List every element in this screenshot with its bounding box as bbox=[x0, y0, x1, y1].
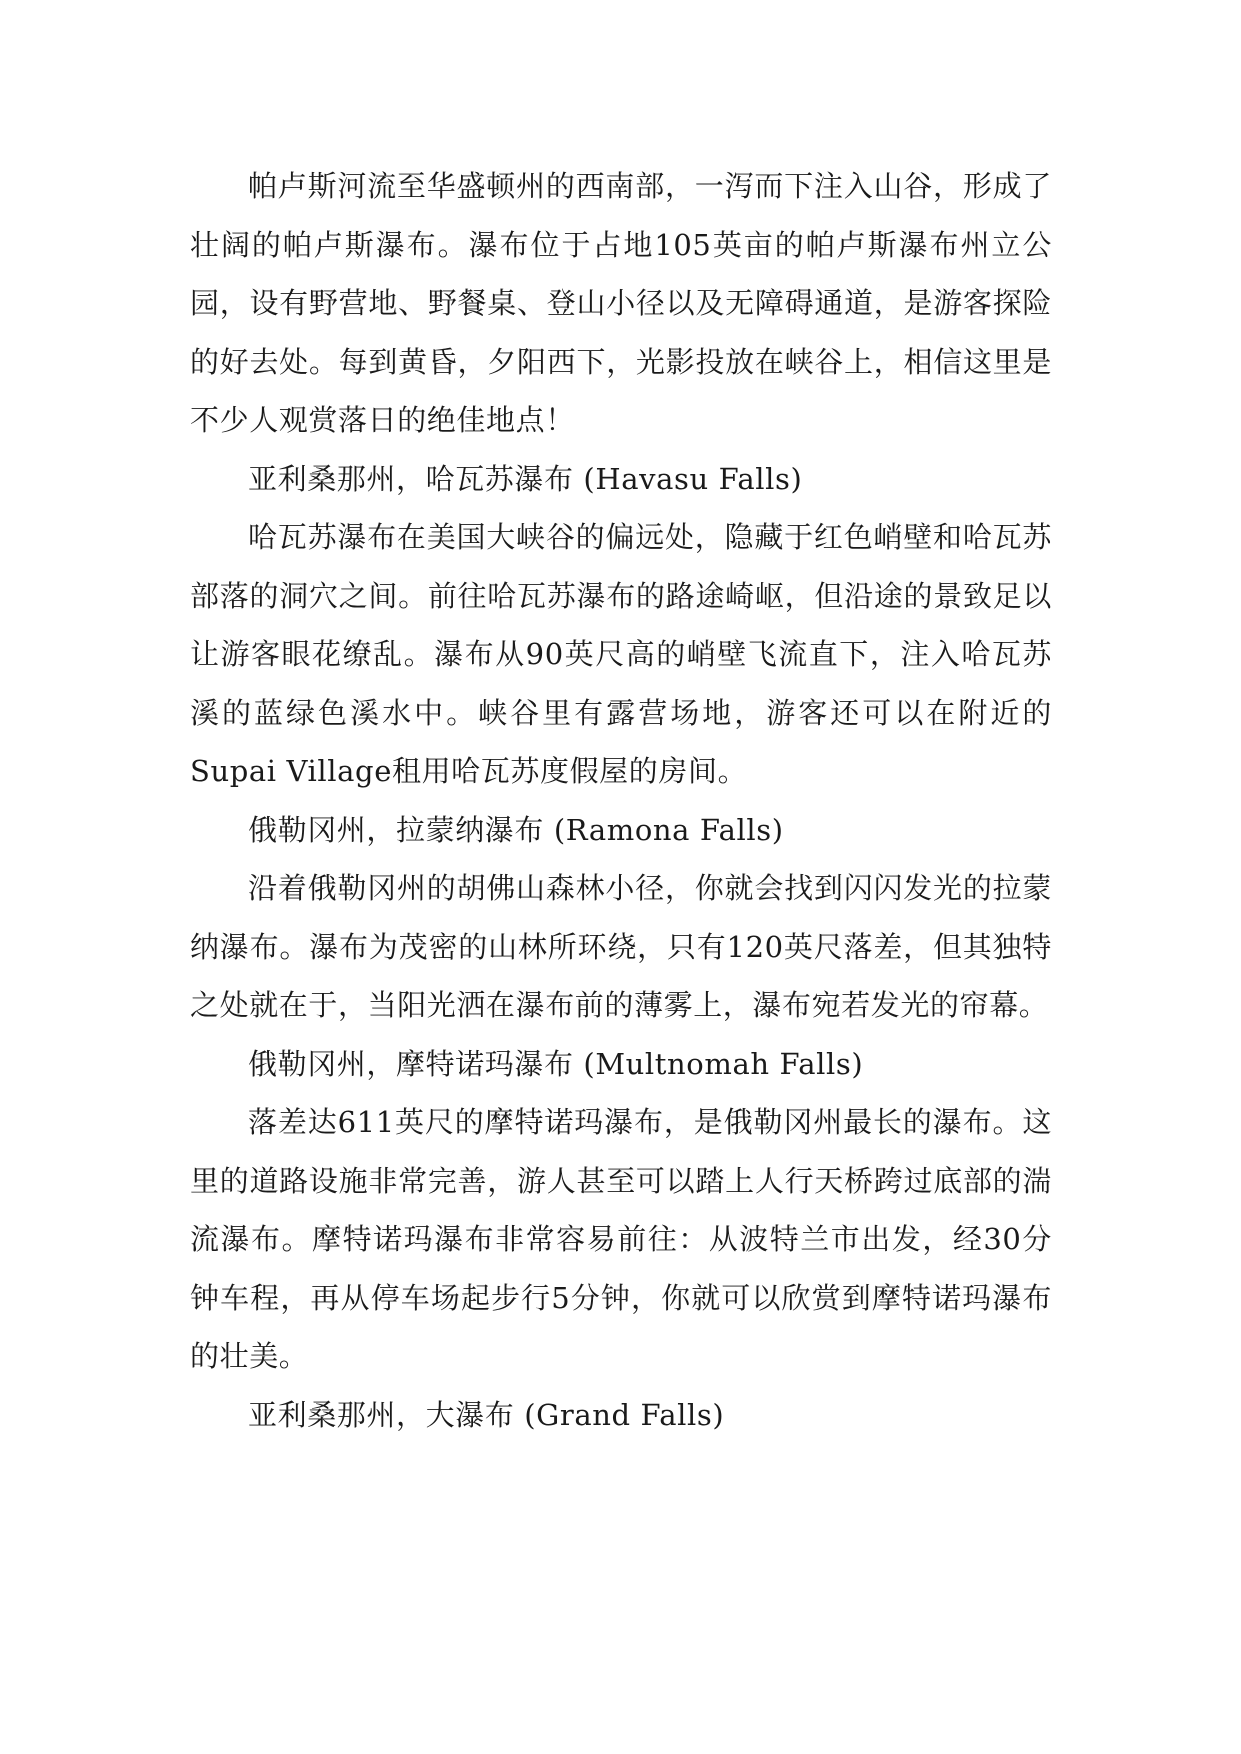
heading-havasu-falls: 亚利桑那州，哈瓦苏瀑布 (Havasu Falls) bbox=[248, 461, 803, 496]
paragraph-ramona-falls: 沿着俄勒冈州的胡佛山森林小径，你就会找到闪闪发光的拉蒙纳瀑布。瀑布为茂密的山林所环绕，只有120英尺落差，但其独特之处就在于，当阳光洒在瀑布前的薄雾上，瀑布宛若发光的帘幕。 bbox=[190, 871, 1052, 1022]
paragraph-havasu-falls: 哈瓦苏瀑布在美国大峡谷的偏远处，隐藏于红色峭壁和哈瓦苏部落的洞穴之间。前往哈瓦苏瀑布的路途崎岖，但沿途的景致足以让游客眼花缭乱。瀑布从90英尺高的峭壁飞流直下，注入哈瓦苏溪的蓝绿色溪水中。峡谷里有露营场地，游客还可以在附近的Supai Village租用哈瓦苏度假屋的房间。 bbox=[190, 520, 1052, 788]
document-body bbox=[190, 157, 1052, 1444]
paragraph-multnomah-falls: 落差达611英尺的摩特诺玛瀑布，是俄勒冈州最长的瀑布。这里的道路设施非常完善，游人甚至可以踏上人行天桥跨过底部的湍流瀑布。摩特诺玛瀑布非常容易前往：从波特兰市出发，经30分钟车程，再从停车场起步行5分钟，你就可以欣赏到摩特诺玛瀑布的壮美。 bbox=[190, 1105, 1052, 1373]
heading-ramona-falls: 俄勒冈州，拉蒙纳瀑布 (Ramona Falls) bbox=[248, 812, 784, 847]
heading-multnomah-falls: 俄勒冈州，摩特诺玛瀑布 (Multnomah Falls) bbox=[248, 1046, 864, 1081]
paragraph-palouse-falls: 帕卢斯河流至华盛顿州的西南部，一泻而下注入山谷，形成了壮阔的帕卢斯瀑布。瀑布位于占地105英亩的帕卢斯瀑布州立公园，设有野营地、野餐桌、登山小径以及无障碍通道，是游客探险的好去处。每到黄昏，夕阳西下，光影投放在峡谷上，相信这里是不少人观赏落日的绝佳地点！ bbox=[190, 169, 1052, 437]
heading-grand-falls: 亚利桑那州，大瀑布 (Grand Falls) bbox=[248, 1397, 725, 1432]
